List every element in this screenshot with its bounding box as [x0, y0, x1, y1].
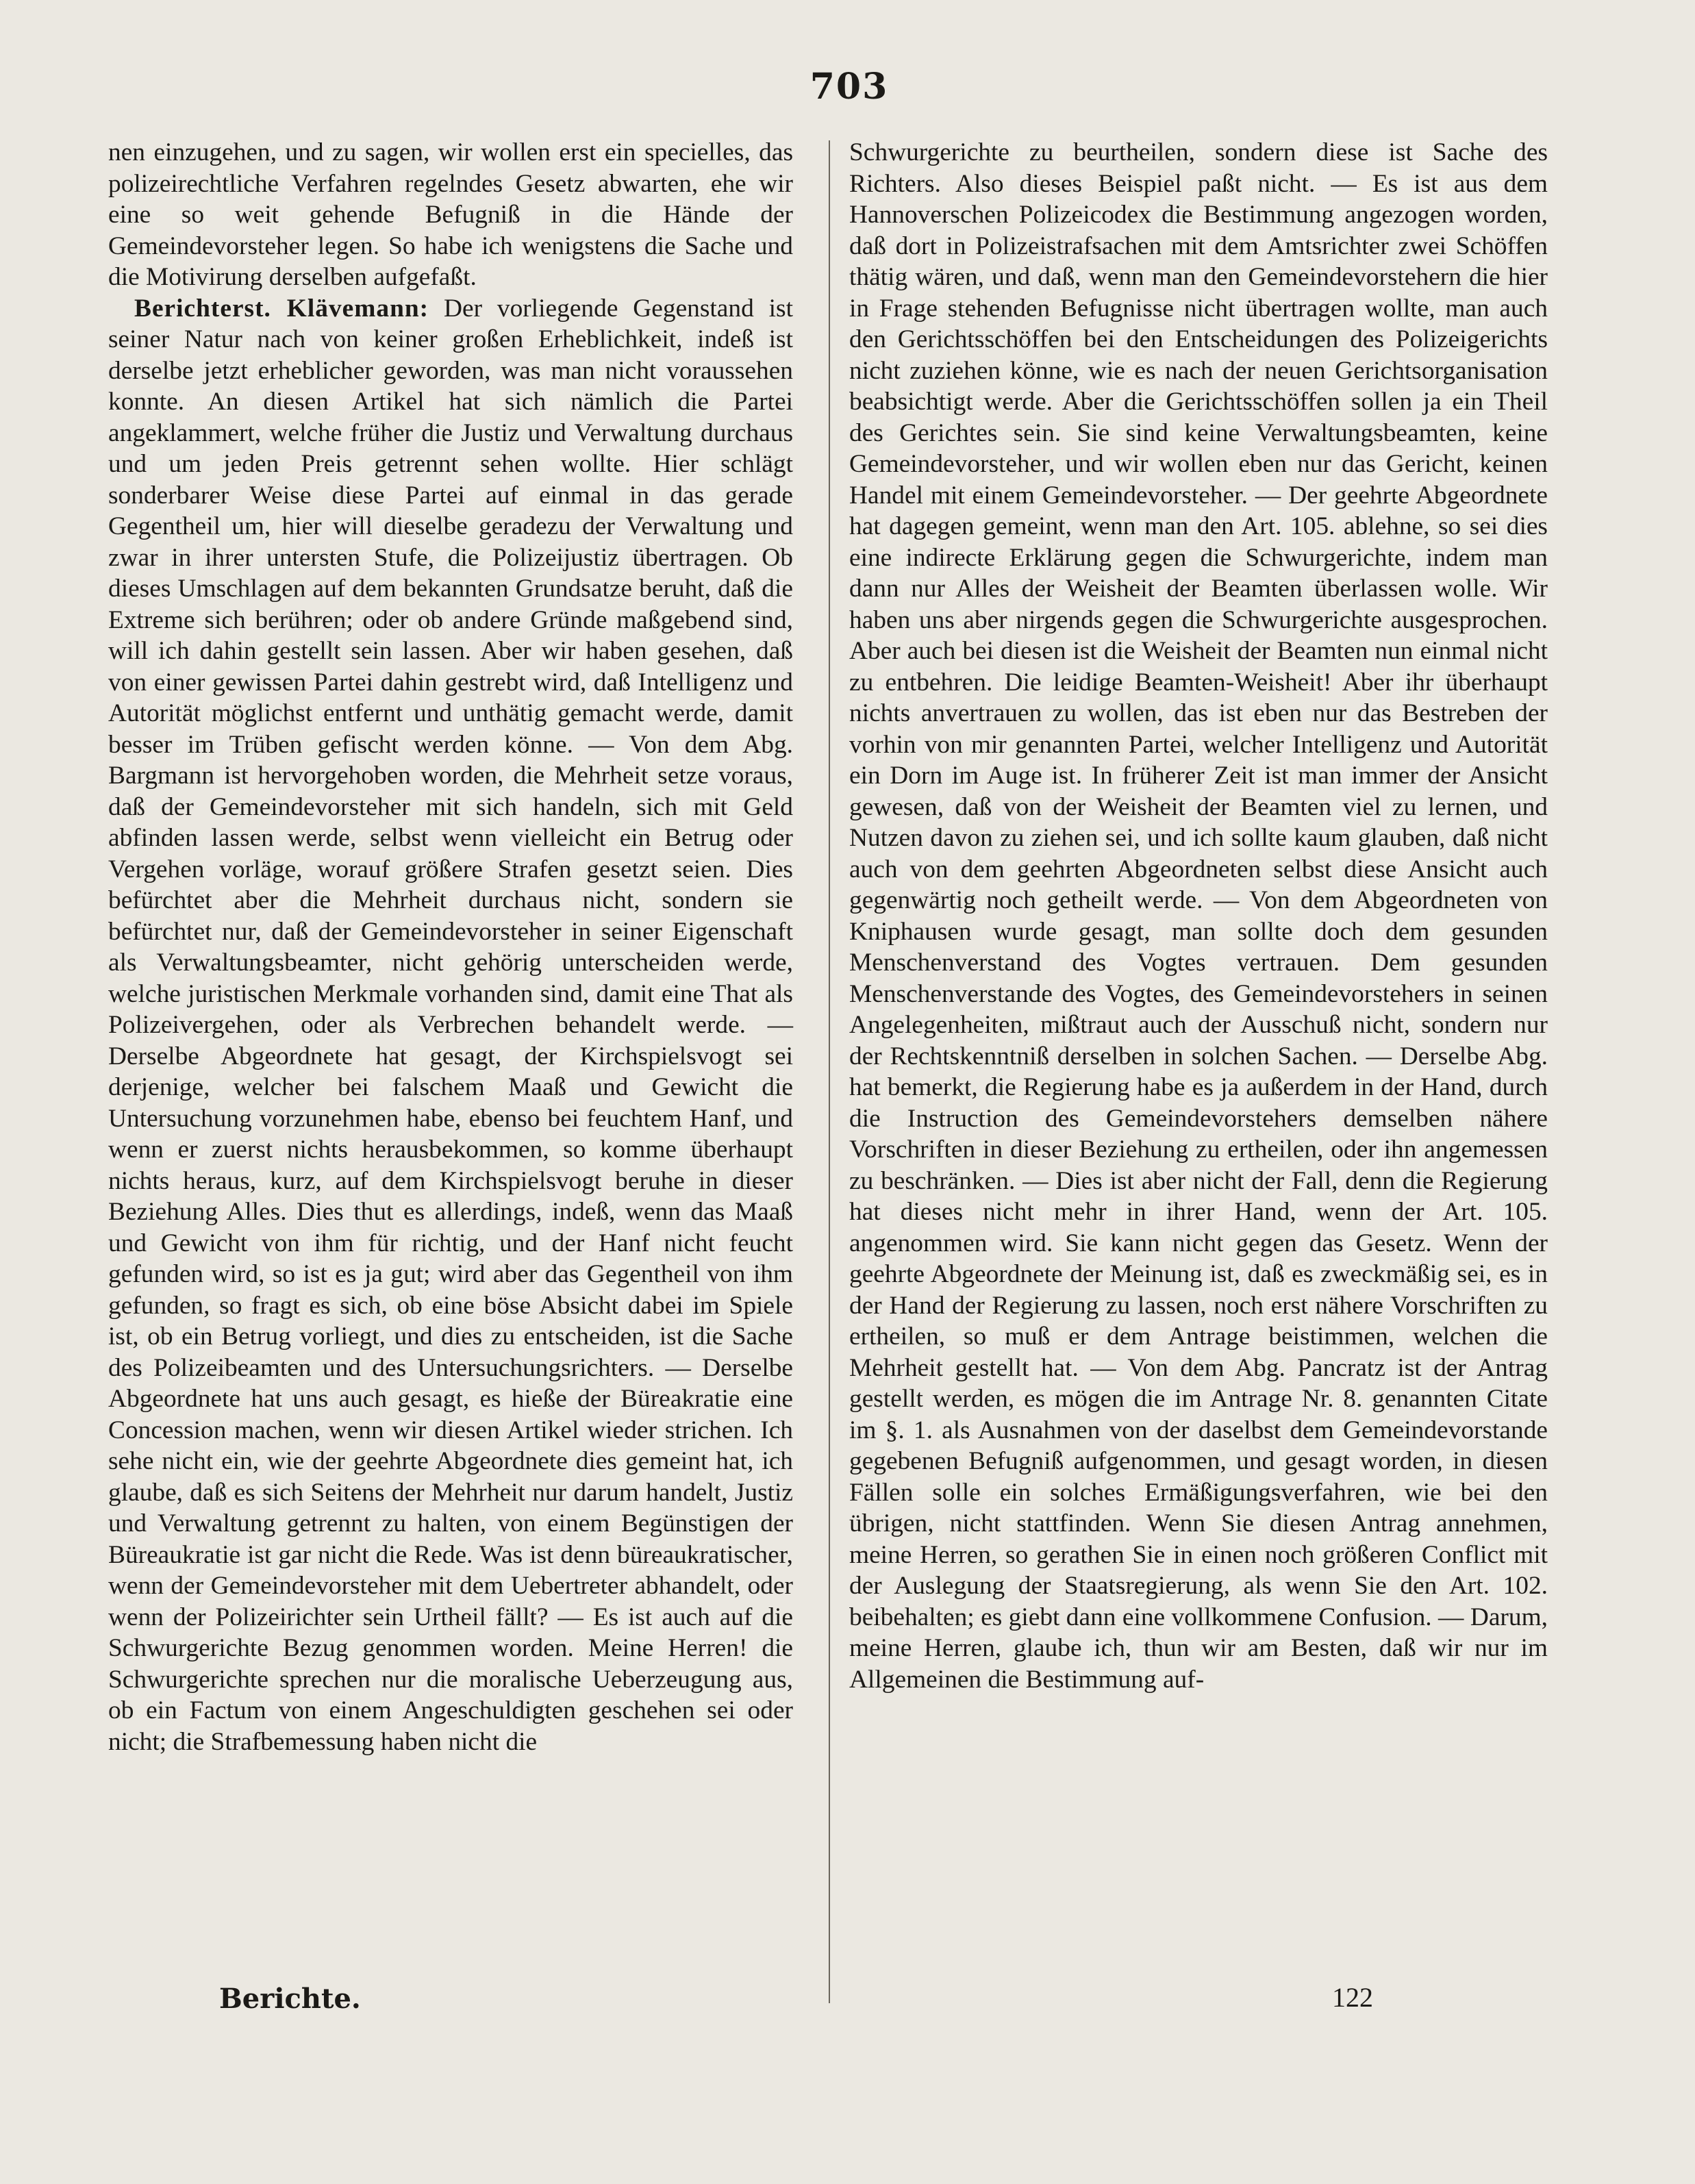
- right-column: [849, 137, 1548, 1695]
- signature-mark: Berichte.: [219, 1983, 361, 2015]
- column-divider: [829, 140, 830, 2003]
- left-paragraph-1: nen einzugehen, und zu sagen, wir wollen erst ein specielles, das polizeirechtliche Verfahren regelndes Gesetz abwarten, ehe wir eine so weit gehende Befugniß in die Hände der Gemeindevorsteher legen. So habe ich wenigstens die Sache und die Motivirung derselben aufgefaßt.: [108, 138, 793, 291]
- left-paragraph-2-text: Der vorliegende Gegenstand ist seiner Natur nach von keiner großen Erheblichkeit, indeß ist derselbe jetzt erheblicher geworden, was man nicht voraussehen konnte. An diesen Artikel hat sich nämlich die Partei angeklammert, welche früher die Justiz und Verwaltung durchaus und um jeden Preis getrennt sehen wollte. Hier schlägt sonderbarer Weise diese Partei auf einmal in das gerade Gegentheil um, hier will dieselbe geradezu der Verwaltung und zwar in ihrer untersten Stufe, die Polizeijustiz übertragen. Ob dieses Umschlagen auf dem bekannten Grundsatze beruht, daß die Extreme sich berühren; oder ob andere Gründe maßgebend sind, will ich dahin gestellt sein lassen. Aber wir haben gesehen, daß von einer gewissen Partei dahin gestrebt wird, daß Intelligenz und Autorität möglichst entfernt und unthätig gemacht werde, damit besser im Trüben gefischt werden könne. — Von dem Abg. Bargmann ist hervorgehoben worden, die Mehrheit setze voraus, daß der Gemeindevorsteher mit sich handeln, sich mit Geld abfinden lassen werde, selbst wenn vielleicht ein Betrug oder Vergehen vorläge, worauf größere Strafen gesetzt seien. Dies befürchtet aber die Mehrheit durchaus nicht, sondern sie befürchtet nur, daß der Gemeindevorsteher in seiner Eigenschaft als Verwaltungsbeamter, nicht gehörig unterscheiden werde, welche juristischen Merkmale vorhanden sind, damit eine That als Polizeivergehen, oder als Verbrechen behandelt werde. — Derselbe Abgeordnete hat gesagt, der Kirchspielsvogt sei derjenige, welcher bei falschem Maaß und Gewicht die Untersuchung vorzunehmen habe, ebenso bei feuchtem Hanf, und wenn er zuerst nichts herausbekommen, so komme überhaupt nichts heraus, kurz, auf dem Kirchspielsvogt beruhe in dieser Beziehung Alles. Dies thut es allerdings, indeß, wenn das Maaß und Gewicht von ihm für richtig, und der Hanf nicht feucht gefunden wird, so ist es ja gut; wird aber das Gegentheil von ihm gefunden, so fragt es sich, ob eine böse Absicht dabei im Spiele ist, ob ein Betrug vorliegt, und dies zu entscheiden, ist die Sache des Polizeibeamten und des Untersuchungsrichters. — Derselbe Abgeordnete hat uns auch gesagt, es hieße der Büreakratie eine Concession machen, wenn wir diesen Artikel wieder strichen. Ich sehe nicht ein, wie der geehrte Abgeordnete dies gemeint hat, ich glaube, daß es sich Seitens der Mehrheit nur darum handelt, Justiz und Verwaltung getrennt zu halten, von einem Begünstigen der Büreaukratie ist gar nicht die Rede. Was ist denn büreaukratischer, wenn der Gemeindevorsteher mit dem Uebertreter abhandelt, oder wenn der Polizeirichter sein Urtheil fällt? — Es ist auch auf die Schwurgerichte Bezug genommen worden. Meine Herren! die Schwurgerichte sprechen nur die moralische Ueberzeugung aus, ob ein Factum von einem Angeschuldigten geschehen sei oder nicht; die Strafbemessung haben nicht die: [108, 294, 793, 1756]
- right-paragraph-1: Schwurgerichte zu beurtheilen, sondern diese ist Sache des Richters. Also dieses Beispiel paßt nicht. — Es ist aus dem Hannoverschen Polizeicodex die Bestimmung angezogen worden, daß dort in Polizeistrafsachen mit dem Amtsrichter zwei Schöffen thätig wären, und daß, wenn man den Gemeindevorstehern die hier in Frage stehenden Befugnisse nicht übertragen wollte, man auch den Gerichtsschöffen bei den Entscheidungen des Polizeigerichts nicht zuziehen könne, wie es nach der neuen Gerichtsorganisation beabsichtigt werde. Aber die Gerichtsschöffen sollen ja ein Theil des Gerichtes sein. Sie sind keine Verwaltungsbeamten, keine Gemeindevorsteher, und wir wollen eben nur das Gericht, keinen Handel mit einem Gemeindevorsteher. — Der geehrte Abgeordnete hat dagegen gemeint, wenn man den Art. 105. ablehne, so sei dies eine indirecte Erklärung gegen die Schwurgerichte, indem man dann nur Alles der Weisheit der Beamten überlassen wolle. Wir haben uns aber nirgends gegen die Schwurgerichte ausgesprochen. Aber auch bei diesen ist die Weisheit der Beamten nun einmal nicht zu entbehren. Die leidige Beamten-Weisheit! Aber ihr überhaupt nichts anvertrauen zu wollen, das ist eben nur das Bestreben der vorhin von mir genannten Partei, welcher Intelligenz und Autorität ein Dorn im Auge ist. In früherer Zeit ist man immer der Ansicht gewesen, daß von der Weisheit der Beamten viel zu lernen, und Nutzen davon zu ziehen sei, und ich sollte kaum glauben, daß nicht auch von dem geehrten Abgeordneten selbst diese Ansicht auch gegenwärtig noch getheilt werde. — Von dem Abgeordneten von Kniphausen wurde gesagt, man sollte doch dem gesunden Menschenverstand des Vogtes vertrauen. Dem gesunden Menschenverstande des Vogtes, des Gemeindevorstehers in seinen Angelegenheiten, mißtraut auch der Ausschuß nicht, sondern nur der Rechtskenntniß derselben in solchen Sachen. — Derselbe Abg. hat bemerkt, die Regierung habe es ja außerdem in der Hand, durch die Instruction des Gemeindevorstehers demselben nähere Vorschriften in dieser Beziehung zu ertheilen, oder ihn angemessen zu beschränken. — Dies ist aber nicht der Fall, denn die Regierung hat dieses nicht mehr in ihrer Hand, wenn der Art. 105. angenommen wird. Sie kann nicht gegen das Gesetz. Wenn der geehrte Abgeordnete der Meinung ist, daß es zweckmäßig sei, es in der Hand der Regierung zu lassen, noch erst nähere Vorschriften zu ertheilen, so muß er dem Antrage beistimmen, welchen die Mehrheit gestellt hat. — Von dem Abg. Pancratz ist der Antrag gestellt werden, es mögen die im Antrage Nr. 8. genannten Citate im §. 1. als Ausnahmen von der daselbst dem Gemeindevorstande gegebenen Befugniß aufgenommen, und gesagt worden, in diesen Fällen solle ein solches Ermäßigungsverfahren, wie bei den übrigen, nicht stattfinden. Wenn Sie diesen Antrag annehmen, meine Herren, so gerathen Sie in einen noch größeren Conflict mit der Auslegung der Staatsregierung, als wenn Sie den Art. 102. beibehalten; es giebt dann eine vollkommene Confusion. — Darum, meine Herren, glaube ich, thun wir am Besten, daß wir nur im Allgemeinen die Bestimmung auf-: [849, 138, 1548, 1694]
- left-column: [108, 137, 793, 1757]
- sheet-number: 122: [1332, 1982, 1373, 2013]
- page-number: 703: [809, 66, 889, 108]
- speaker-name: Berichterst. Klävemann:: [134, 294, 429, 323]
- left-paragraph-2: [108, 293, 793, 1758]
